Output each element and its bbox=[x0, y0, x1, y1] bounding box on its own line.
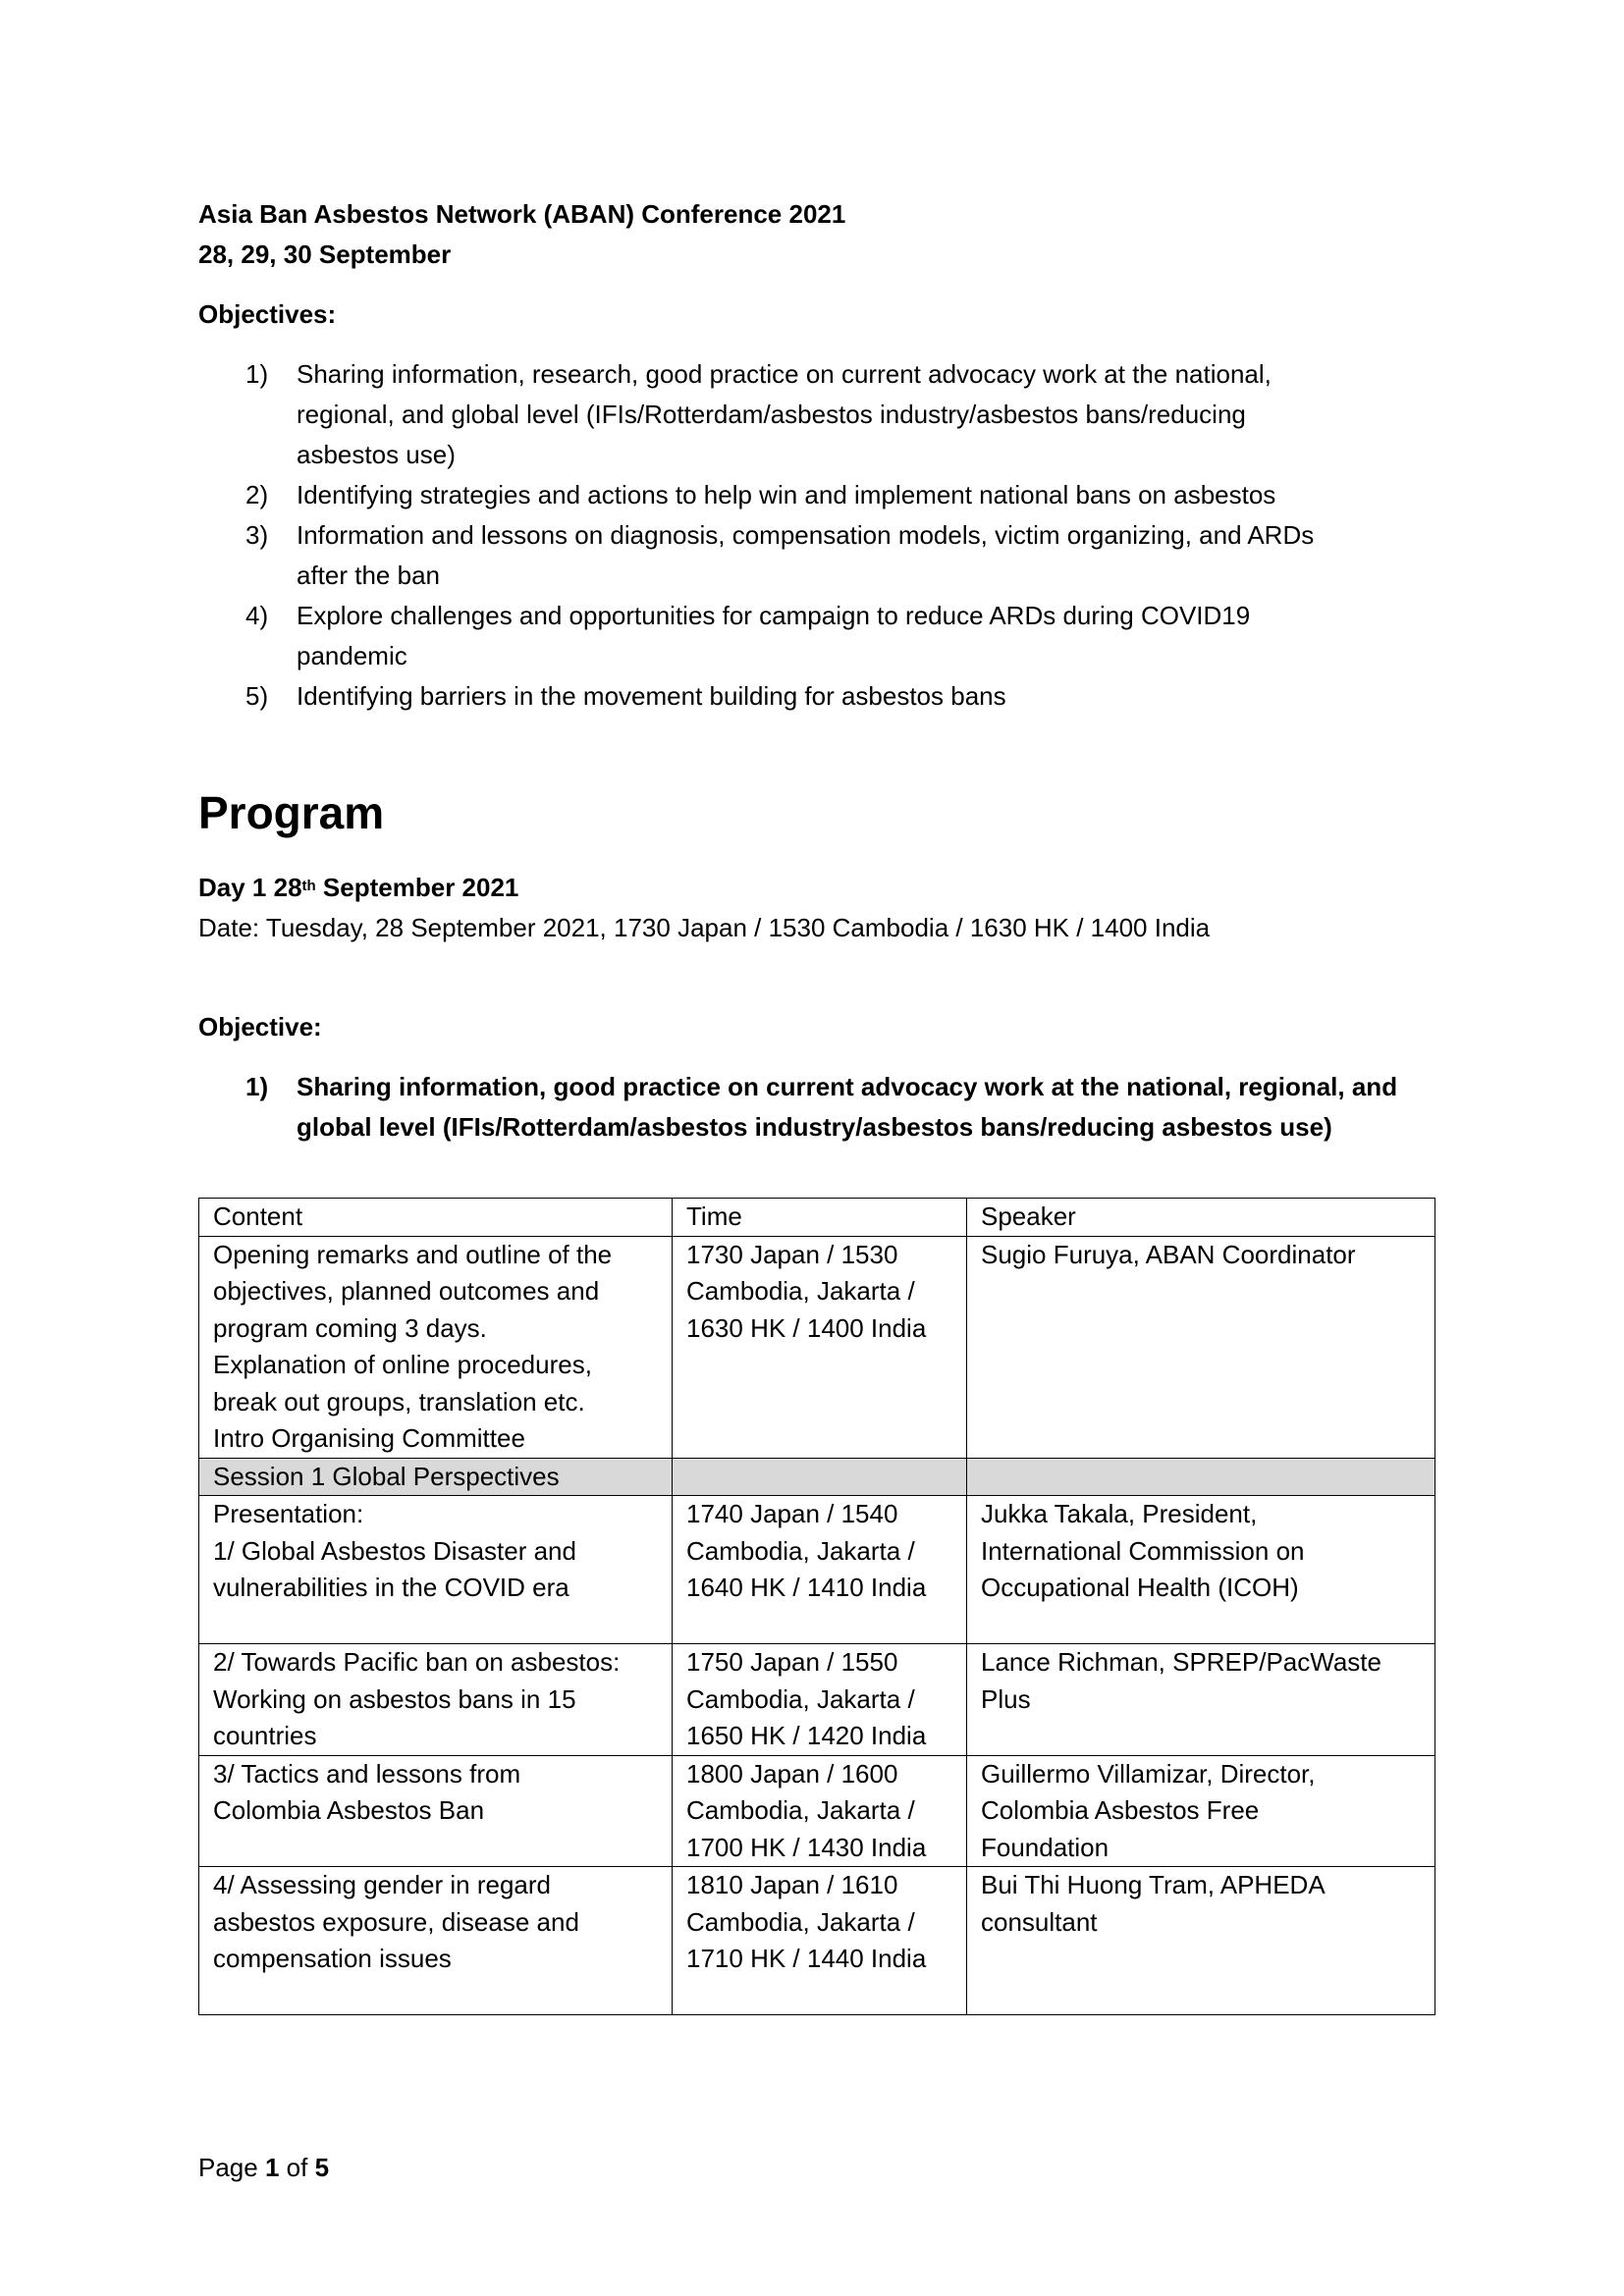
day-heading-rest: September 2021 bbox=[315, 873, 519, 902]
cell-line: International Commission on bbox=[981, 1535, 1305, 1566]
objective-line: Identifying barriers in the movement building for asbestos bans bbox=[297, 681, 1006, 711]
page-footer-mid: of bbox=[279, 2153, 315, 2182]
cell-speaker bbox=[967, 1236, 1435, 1458]
cell-line: Jukka Takala, President, bbox=[981, 1499, 1258, 1528]
cell-line: countries bbox=[213, 1721, 317, 1750]
cell-line: Bui Thi Huong Tram, APHEDA bbox=[981, 1870, 1326, 1899]
cell-line: Sugio Furuya, ABAN Coordinator bbox=[981, 1239, 1356, 1269]
day-objective-line: Sharing information, good practice on current advocacy work at the national, regional, and bbox=[297, 1072, 1398, 1101]
objective-item-2 bbox=[198, 475, 1435, 515]
cell-line: 1630 HK / 1400 India bbox=[686, 1312, 927, 1343]
cell-line: Lance Richman, SPREP/PacWaste bbox=[981, 1647, 1381, 1677]
day-heading bbox=[198, 868, 1435, 908]
conference-dates: 28, 29, 30 September bbox=[198, 240, 452, 269]
objective-item-5 bbox=[198, 676, 1435, 717]
objective-item-3 bbox=[198, 515, 1435, 596]
objective-line: regional, and global level (IFIs/Rotterdam/asbestos industry/asbestos bans/reducing bbox=[297, 400, 1246, 429]
page-total-number: 5 bbox=[314, 2153, 330, 2182]
cell-line: Plus bbox=[981, 1683, 1031, 1714]
conference-title: Asia Ban Asbestos Network (ABAN) Conference 2021 bbox=[198, 199, 846, 229]
cell-line: asbestos exposure, disease and bbox=[213, 1906, 579, 1937]
cell-line: 1710 HK / 1440 India bbox=[686, 1944, 927, 1973]
cell-line: Colombia Asbestos Ban bbox=[213, 1795, 485, 1825]
cell-speaker bbox=[967, 1867, 1435, 2015]
cell-line: Occupational Health (ICOH) bbox=[981, 1573, 1299, 1602]
cell-line: Cambodia, Jakarta / bbox=[686, 1535, 915, 1566]
table-header-row bbox=[199, 1199, 1435, 1237]
program-heading: Program bbox=[198, 787, 385, 838]
day-objective-line: global level (IFIs/Rotterdam/asbestos industry/asbestos bans/reducing asbestos use) bbox=[297, 1112, 1332, 1142]
objective-number: 4) bbox=[245, 601, 269, 630]
objectives-heading: Objectives: bbox=[198, 299, 337, 329]
objective-line: asbestos use) bbox=[297, 440, 456, 469]
page-footer bbox=[198, 2148, 329, 2188]
cell-line: 4/ Assessing gender in regard bbox=[213, 1870, 551, 1899]
cell-line: 1750 Japan / 1550 bbox=[686, 1647, 898, 1677]
objective-item-1 bbox=[198, 354, 1435, 475]
cell-content bbox=[199, 1867, 673, 2015]
day-date-line: Date: Tuesday, 28 September 2021, 1730 Japan / 1530 Cambodia / 1630 HK / 1400 India bbox=[198, 913, 1211, 942]
program-table bbox=[198, 1198, 1435, 2015]
day-objectives-list bbox=[198, 1067, 1435, 1148]
cell-line: 1740 Japan / 1540 bbox=[686, 1499, 898, 1528]
cell-line: Cambodia, Jakarta / bbox=[686, 1795, 915, 1825]
day-heading-prefix: Day 1 28 bbox=[198, 873, 302, 902]
objective-line: Explore challenges and opportunities for campaign to reduce ARDs during COVID19 bbox=[297, 601, 1251, 630]
cell-line: Session 1 Global Perspectives bbox=[213, 1461, 560, 1491]
cell-line: 1/ Global Asbestos Disaster and bbox=[213, 1535, 576, 1566]
cell-content bbox=[199, 1755, 673, 1867]
cell-line: compensation issues bbox=[213, 1944, 452, 1973]
cell-session-title bbox=[199, 1458, 673, 1496]
cell-time bbox=[673, 1458, 967, 1496]
cell-line: 1810 Japan / 1610 bbox=[686, 1870, 898, 1899]
cell-speaker bbox=[967, 1755, 1435, 1867]
cell-line: Guillermo Villamizar, Director, bbox=[981, 1758, 1316, 1789]
objective-number: 2) bbox=[245, 480, 269, 509]
day-objective-number: 1) bbox=[245, 1072, 269, 1101]
cell-line: Intro Organising Committee bbox=[213, 1423, 525, 1453]
table-row bbox=[199, 1867, 1435, 2015]
cell-line: Explanation of online procedures, bbox=[213, 1350, 592, 1379]
cell-line: Opening remarks and outline of the bbox=[213, 1239, 613, 1269]
day-objective-heading: Objective: bbox=[198, 1012, 322, 1041]
cell-time bbox=[673, 1496, 967, 1644]
cell-content bbox=[199, 1496, 673, 1644]
cell-content bbox=[199, 1644, 673, 1756]
table-row bbox=[199, 1236, 1435, 1458]
table-row bbox=[199, 1755, 1435, 1867]
table-header-speaker: Speaker bbox=[967, 1199, 1435, 1237]
cell-line: 1650 HK / 1420 India bbox=[686, 1721, 927, 1750]
objective-line: Sharing information, research, good practice on current advocacy work at the national, bbox=[297, 359, 1272, 389]
cell-line: Cambodia, Jakarta / bbox=[686, 1683, 915, 1714]
cell-line: 1640 HK / 1410 India bbox=[686, 1573, 927, 1602]
table-row bbox=[199, 1644, 1435, 1756]
cell-line: 1730 Japan / 1530 bbox=[686, 1239, 898, 1269]
cell-time bbox=[673, 1644, 967, 1756]
objective-line: Information and lessons on diagnosis, compensation models, victim organizing, and ARDs bbox=[297, 520, 1315, 550]
objective-number: 3) bbox=[245, 520, 269, 550]
page-current-number: 1 bbox=[264, 2153, 280, 2182]
cell-line: objectives, planned outcomes and bbox=[213, 1276, 600, 1306]
cell-line: break out groups, translation etc. bbox=[213, 1386, 585, 1416]
cell-line: Working on asbestos bans in 15 bbox=[213, 1683, 576, 1714]
cell-line: 2/ Towards Pacific ban on asbestos: bbox=[213, 1647, 621, 1677]
table-row-session bbox=[199, 1458, 1435, 1496]
cell-content bbox=[199, 1236, 673, 1458]
cell-time bbox=[673, 1867, 967, 2015]
objective-line: pandemic bbox=[297, 641, 407, 670]
cell-time bbox=[673, 1755, 967, 1867]
day-objective-item-1 bbox=[198, 1067, 1435, 1148]
objective-line: after the ban bbox=[297, 561, 440, 590]
cell-line: Cambodia, Jakarta / bbox=[686, 1276, 915, 1306]
cell-line: Colombia Asbestos Free bbox=[981, 1795, 1260, 1825]
table-header-content: Content bbox=[199, 1199, 673, 1237]
cell-line: Cambodia, Jakarta / bbox=[686, 1906, 915, 1937]
day-heading-ordinal: th bbox=[301, 878, 316, 894]
cell-line: 1700 HK / 1430 India bbox=[686, 1832, 927, 1862]
document-body bbox=[198, 194, 1435, 1148]
cell-line: vulnerabilities in the COVID era bbox=[213, 1573, 569, 1602]
cell-speaker bbox=[967, 1458, 1435, 1496]
table-row bbox=[199, 1496, 1435, 1644]
objectives-list bbox=[198, 354, 1435, 717]
page-footer-prefix: Page bbox=[198, 2153, 265, 2182]
table-header-time: Time bbox=[673, 1199, 967, 1237]
cell-speaker bbox=[967, 1496, 1435, 1644]
cell-line: program coming 3 days. bbox=[213, 1312, 487, 1343]
cell-line: consultant bbox=[981, 1906, 1098, 1937]
cell-line: 3/ Tactics and lessons from bbox=[213, 1758, 521, 1789]
objective-number: 5) bbox=[245, 681, 269, 711]
objective-number: 1) bbox=[245, 359, 269, 389]
objective-line: Identifying strategies and actions to help win and implement national bans on asbestos bbox=[297, 480, 1276, 509]
cell-line: Presentation: bbox=[213, 1499, 364, 1528]
objective-item-4 bbox=[198, 596, 1435, 676]
cell-speaker bbox=[967, 1644, 1435, 1756]
cell-line: Foundation bbox=[981, 1832, 1110, 1862]
cell-time bbox=[673, 1236, 967, 1458]
cell-line: 1800 Japan / 1600 bbox=[686, 1758, 898, 1789]
